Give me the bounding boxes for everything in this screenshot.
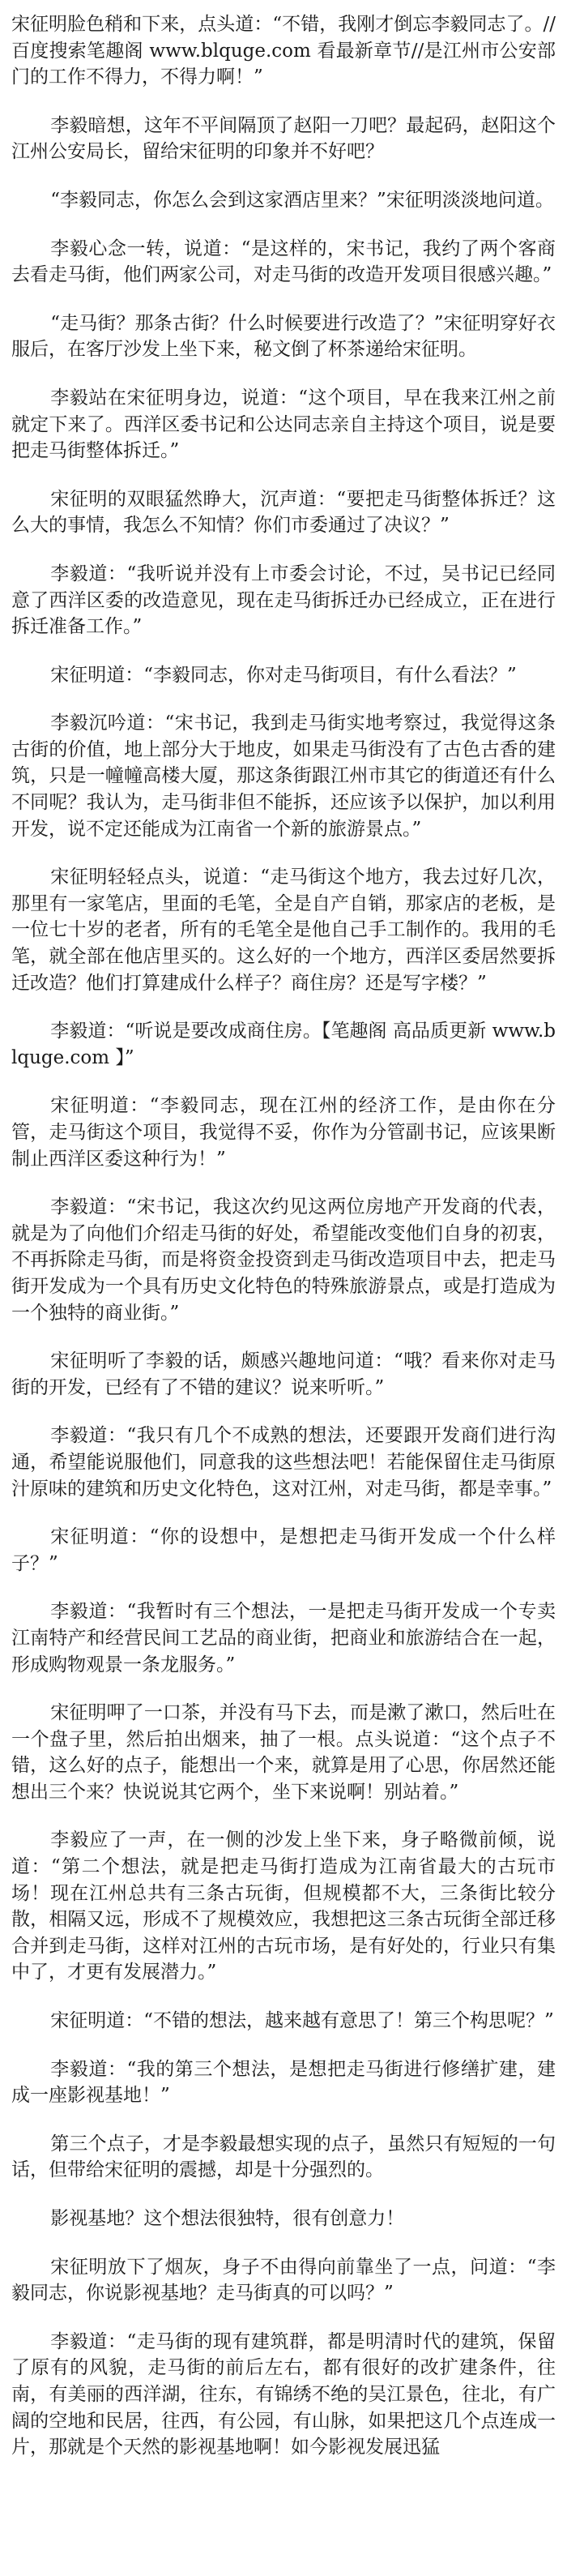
paragraph: 李毅道：“宋书记，我这次约见这两位房地产开发商的代表，就是为了向他们介绍走马街的好处，希望能改变他们自身的初衷，不再拆除走马街，而是将资金投资到走马街改造项目中去，把走马街开发成为一个具有历史文化特色的特殊旅游景点，或是打造成为一个独特的商业街。” bbox=[11, 1196, 556, 1324]
paragraph: 宋征明呷了一口茶，并没有马下去，而是漱了漱口，然后吐在一个盘子里，然后拍出烟来，抽了一根。点头说道：“这个点子不错，这么好的点子，能想出一个来，就算是用了心思，你居然还能想出三个来？快说说其它两个，坐下来说啊！别站着。” bbox=[11, 1702, 556, 1803]
paragraph: 李毅道：“我只有几个不成熟的想法，还要跟开发商们进行沟通，希望能说服他们，同意我的这些想法吧！若能保留住走马街原汁原味的建筑和历史文化特色，这对江州，对走马街，都是幸事。” bbox=[11, 1425, 556, 1500]
paragraph: 李毅道：“我的第三个想法，是想把走马街进行修缮扩建，建成一座影视基地！” bbox=[11, 2058, 556, 2107]
paragraph: 宋征明听了李毅的话，颇感兴趣地问道：“哦？看来你对走马街的开发，已经有了不错的建议？说来听听。” bbox=[11, 1350, 556, 1398]
paragraph: 宋征明轻轻点头，说道：“走马街这个地方，我去过好几次，那里有一家笔店，里面的毛笔，全是自产自销，那家店的老板，是一位七十岁的老者，所有的毛笔全是他自己手工制作的。我用的毛笔，就全部在他店里买的。这么好的一个地方，西洋区委居然要拆迁改造？他们打算建成什么样子？商住房？还是写字楼？” bbox=[11, 867, 556, 994]
paragraph: 李毅道：“我暂时有三个想法，一是把走马街开发成一个专卖江南特产和经营民间工艺品的商业街，把商业和旅游结合在一起，形成购物观景一条龙服务。” bbox=[11, 1601, 556, 1675]
paragraph: 宋征明道：“你的设想中，是想把走马街开发成一个什么样子？” bbox=[11, 1526, 556, 1574]
paragraph: 李毅沉吟道：“宋书记，我到走马街实地考察过，我觉得这条古街的价值，地上部分大于地皮，如果走马街没有了古色古香的建筑，只是一幢幢高楼大厦，那这条街跟江州市其它的街道还有什么不同呢？我认为，走马街非但不能拆，还应该予以保护，加以利用开发，说不定还能成为江南省一个新的旅游景点。” bbox=[11, 712, 556, 840]
paragraph: 宋征明道：“李毅同志，你对走马街项目，有什么看法？” bbox=[50, 664, 517, 686]
paragraph: 李毅道：“走马街的现有建筑群，都是明清时代的建筑，保留了原有的风貌，走马街的前后左右，都有很好的改扩建条件，往南，有美丽的西洋湖，往东，有锦绣不绝的吴江景色，往北，有广阔的空地和民居，往西，有公园，有山脉，如果把这几个点连成一片，那就是个天然的影视基地啊！如今影视发展迅猛 bbox=[11, 2330, 556, 2458]
paragraph: 第三个点子，才是李毅最想实现的点子，虽然只有短短的一句话，但带给宋征明的震撼，却是十分强烈的。 bbox=[11, 2133, 556, 2181]
paragraph: 宋征明道：“李毅同志，现在江州的经济工作，是由你在分管，走马街这个项目，我觉得不妥，你作为分管副书记，应该果断制止西洋区委这种行为！” bbox=[11, 1095, 556, 1170]
paragraph: 宋征明道：“不错的想法，越来越有意思了！第三个构思呢？” bbox=[50, 2010, 554, 2032]
paragraph: 宋征明脸色稍和下来，点头道：“不错，我刚才倒忘李毅同志了。//百度搜索笔趣阁 www.blquge.com 看最新章节//是江州市公安部门的工作不得力，不得力啊！” bbox=[11, 14, 556, 88]
paragraph: “走马街？那条古街？什么时候要进行改造了？”宋征明穿好衣服后，在客厅沙发上坐下来，秘文倒了杯茶递给宋征明。 bbox=[11, 312, 556, 361]
paragraph: 影视基地？这个想法很独特，很有创意力！ bbox=[50, 2208, 405, 2229]
paragraph: 宋征明的双眼猛然睁大，沉声道：“要把走马街整体拆迁？这么大的事情，我怎么不知情？你们市委通过了决议？” bbox=[11, 488, 556, 537]
paragraph: 宋征明放下了烟灰，身子不由得向前靠坐了一点，问道：“李毅同志，你说影视基地？走马街真的可以吗？” bbox=[11, 2256, 556, 2304]
paragraph: 李毅应了一声，在一侧的沙发上坐下来，身子略微前倾，说道：“第二个想法，就是把走马街打造成为江南省最大的古玩市场！现在江州总共有三条古玩街，但规模都不大，三条街比较分散，相隔又远，形成不了规模效应，我想把这三条古玩街全部迁移合并到走马街，这样对江州的古玩市场，是有好处的，行业只有集中了，才更有发展潜力。” bbox=[11, 1829, 556, 1983]
paragraph: 李毅暗想，这年不平间隔顶了赵阳一刀吧？最起码，赵阳这个江州公安局长，留给宋征明的印象并不好吧？ bbox=[11, 114, 556, 163]
paragraph: 李毅心念一转，说道：“是这样的，宋书记，我约了两个客商去看走马街，他们两家公司，对走马街的改造开发项目很感兴趣。” bbox=[11, 237, 556, 286]
paragraph: 李毅站在宋征明身边，说道：“这个项目，早在我来江州之前就定下来了。西洋区委书记和公达同志亲自主持这个项目，说是要把走马街整体拆迁。” bbox=[11, 387, 556, 462]
paragraph: 李毅道：“我听说并没有上市委会讨论，不过，吴书记已经同意了西洋区委的改造意见，现在走马街拆迁办已经成立，正在进行拆迁准备工作。” bbox=[11, 563, 556, 638]
paragraph: 李毅道：“听说是要改成商住房。【笔趣阁 高品质更新 www.blquge.com 】” bbox=[11, 1021, 556, 1068]
paragraph: “李毅同志，你怎么会到这家酒店里来？”宋征明淡淡地问道。 bbox=[50, 189, 554, 211]
